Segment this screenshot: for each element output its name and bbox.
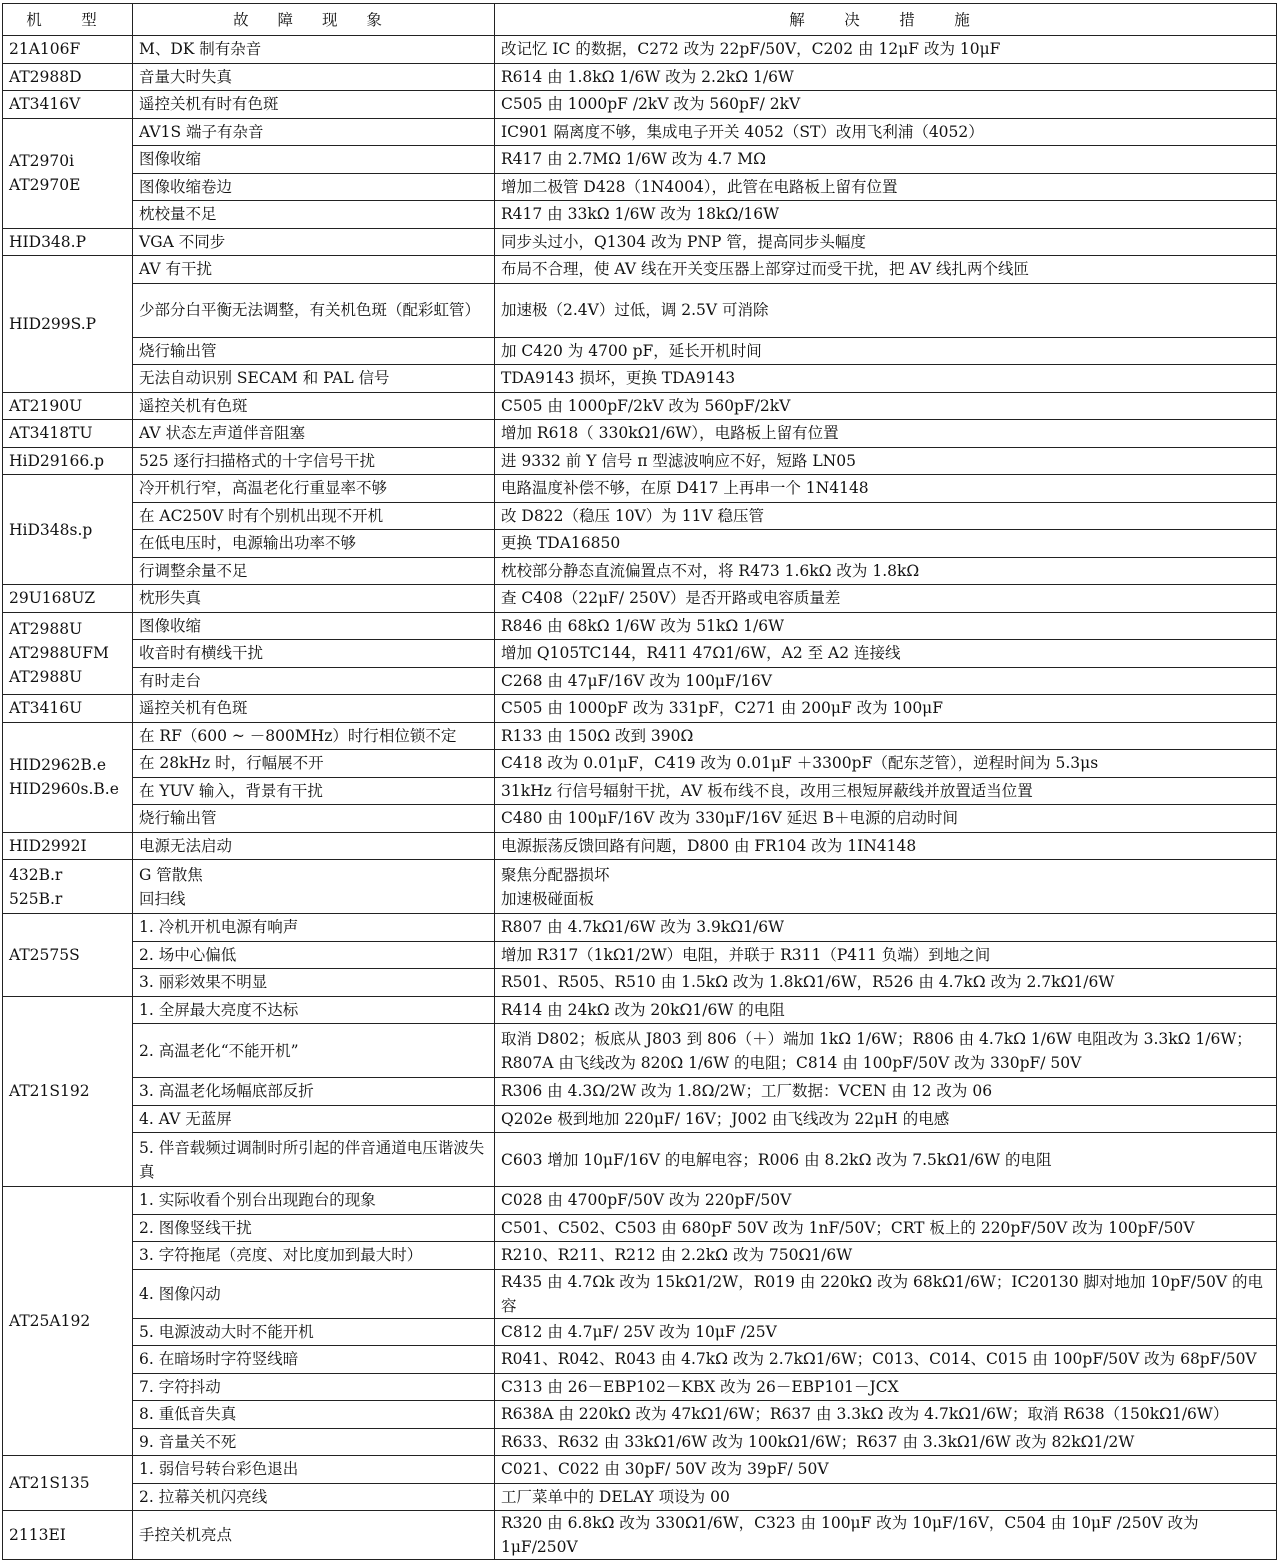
model-cell: AT25A192: [3, 1187, 133, 1456]
fix-cell: C021、C022 由 30pF/ 50V 改为 39pF/ 50V: [495, 1456, 1277, 1484]
fix-cell: R306 由 4.3Ω/2W 改为 1.8Ω/2W；工厂数据：VCEN 由 12 改为 06: [495, 1078, 1277, 1106]
fix-cell: TDA9143 损坏，更换 TDA9143: [495, 365, 1277, 393]
fix-cell: C268 由 47μF/16V 改为 100μF/16V: [495, 667, 1277, 695]
fault-cell: 图像收缩卷边: [133, 173, 495, 201]
table-row: [3, 475, 1277, 503]
fault-cell: 枕形失真: [133, 585, 495, 613]
table-row: [3, 695, 1277, 723]
table-row: [3, 996, 1277, 1024]
fault-cell: 1. 全屏最大亮度不达标: [133, 996, 495, 1024]
fault-cell: 2. 场中心偏低: [133, 941, 495, 969]
table-row: [3, 1456, 1277, 1484]
fault-cell: 遥控关机有时有色斑: [133, 91, 495, 119]
fix-cell: 枕校部分静态直流偏置点不对，将 R473 1.6kΩ 改为 1.8kΩ: [495, 557, 1277, 585]
fault-cell: 3. 高温老化场幅底部反折: [133, 1078, 495, 1106]
fix-cell: 电源振荡反馈回路有问题，D800 由 FR104 改为 1IN4148: [495, 832, 1277, 860]
model-cell: AT2988U AT2988UFM AT2988U: [3, 612, 133, 695]
table-row: [3, 1133, 1277, 1187]
fix-cell: C812 由 4.7μF/ 25V 改为 10μF /25V: [495, 1318, 1277, 1346]
fault-cell: AV 有干扰: [133, 256, 495, 284]
table-row: [3, 1269, 1277, 1318]
fault-cell: 枕校量不足: [133, 201, 495, 229]
table-row: [3, 1318, 1277, 1346]
fault-cell: 在 YUV 输入，背景有干扰: [133, 777, 495, 805]
table-row: [3, 1483, 1277, 1511]
table-row: [3, 667, 1277, 695]
fix-cell: 加速极（2.4V）过低，调 2.5V 可消除: [495, 283, 1277, 337]
header-fault: 故 障 现 象: [133, 4, 495, 36]
fault-cell: 有时走台: [133, 667, 495, 695]
fix-cell: R417 由 2.7MΩ 1/6W 改为 4.7 MΩ: [495, 146, 1277, 174]
header-model: 机 型: [3, 4, 133, 36]
fix-cell: R417 由 33kΩ 1/6W 改为 18kΩ/16W: [495, 201, 1277, 229]
table-row: [3, 1187, 1277, 1215]
table-row: [3, 914, 1277, 942]
fault-cell: 1. 实际收看个别台出现跑台的现象: [133, 1187, 495, 1215]
fault-cell: 行调整余量不足: [133, 557, 495, 585]
table-row: [3, 722, 1277, 750]
model-cell: HID2992I: [3, 832, 133, 860]
table-row: [3, 941, 1277, 969]
table-row: [3, 860, 1277, 914]
model-cell: HID299S.P: [3, 256, 133, 393]
fix-cell: IC901 隔离度不够，集成电子开关 4052（ST）改用飞利浦（4052）: [495, 118, 1277, 146]
fault-cell: 电源无法启动: [133, 832, 495, 860]
header-fix: 解 决 措 施: [495, 4, 1277, 36]
fix-cell: 布局不合理，使 AV 线在开关变压器上部穿过而受干扰，把 AV 线扎两个线匝: [495, 256, 1277, 284]
fault-cell: 在 28kHz 时，行幅展不开: [133, 750, 495, 778]
model-cell: 2113EI: [3, 1511, 133, 1560]
repair-table: [2, 3, 1277, 1560]
table-body: [3, 36, 1277, 1560]
table-row: [3, 1105, 1277, 1133]
fix-cell: 取消 D802；板底从 J803 到 806（＋）端加 1kΩ 1/6W；R806 由 4.7kΩ 1/6W 电阻改为 3.3kΩ 1/6W；R807A 由飞线改为 820Ω 1/6W 的电阻；C814 由 100pF/50V 改为 330pF/ 50V: [495, 1024, 1277, 1078]
fix-cell: 进 9332 前 Y 信号 π 型滤波响应不好，短路 LN05: [495, 447, 1277, 475]
table-row: [3, 502, 1277, 530]
table-header: [3, 4, 1277, 36]
table-row: [3, 1078, 1277, 1106]
table-row: [3, 1373, 1277, 1401]
fix-cell: C603 增加 10μF/16V 的电解电容；R006 由 8.2kΩ 改为 7.5kΩ1/6W 的电阻: [495, 1133, 1277, 1187]
table-row: [3, 63, 1277, 91]
fault-cell: 烧行输出管: [133, 805, 495, 833]
fault-cell: 5. 电源波动大时不能开机: [133, 1318, 495, 1346]
fault-cell: 图像收缩: [133, 146, 495, 174]
fault-cell: G 管散焦 回扫线: [133, 860, 495, 914]
table-row: [3, 1401, 1277, 1429]
fix-cell: R133 由 150Ω 改到 390Ω: [495, 722, 1277, 750]
fault-cell: M、DK 制有杂音: [133, 36, 495, 64]
fault-cell: AV1S 端子有杂音: [133, 118, 495, 146]
table-row: [3, 612, 1277, 640]
fix-cell: R807 由 4.7kΩ1/6W 改为 3.9kΩ1/6W: [495, 914, 1277, 942]
model-cell: HID348.P: [3, 228, 133, 256]
model-cell: AT2575S: [3, 914, 133, 997]
table-row: [3, 750, 1277, 778]
model-cell: HID2962B.e HID2960s.B.e: [3, 722, 133, 832]
model-cell: AT3416U: [3, 695, 133, 723]
table-row: [3, 118, 1277, 146]
fault-cell: 收音时有横线干扰: [133, 640, 495, 668]
fix-cell: 增加 Q105TC144，R411 47Ω1/6W，A2 至 A2 连接线: [495, 640, 1277, 668]
table-row: [3, 557, 1277, 585]
model-cell: 21A106F: [3, 36, 133, 64]
table-row: [3, 969, 1277, 997]
table-row: [3, 1214, 1277, 1242]
fault-cell: 无法自动识别 SECAM 和 PAL 信号: [133, 365, 495, 393]
fix-cell: 增加二极管 D428（1N4004），此管在电路板上留有位置: [495, 173, 1277, 201]
table-row: [3, 447, 1277, 475]
fault-cell: AV 状态左声道伴音阻塞: [133, 420, 495, 448]
table-row: [3, 337, 1277, 365]
fix-cell: R846 由 68kΩ 1/6W 改为 51kΩ 1/6W: [495, 612, 1277, 640]
table-row: [3, 283, 1277, 337]
fault-cell: 手控关机亮点: [133, 1511, 495, 1560]
fix-cell: R320 由 6.8kΩ 改为 330Ω1/6W，C323 由 100μF 改为 10μF/16V，C504 由 10μF /250V 改为 1μF/250V: [495, 1511, 1277, 1560]
fault-cell: 5. 伴音载频过调制时所引起的伴音通道电压谐波失真: [133, 1133, 495, 1187]
fault-cell: 2. 高温老化“不能开机”: [133, 1024, 495, 1078]
model-cell: AT2970i AT2970E: [3, 118, 133, 228]
fault-cell: 遥控关机有色斑: [133, 392, 495, 420]
table-row: [3, 805, 1277, 833]
model-cell: AT3416V: [3, 91, 133, 119]
fault-cell: 9. 音量关不死: [133, 1428, 495, 1456]
fault-cell: 2. 图像竖线干扰: [133, 1214, 495, 1242]
fix-cell: 电路温度补偿不够，在原 D417 上再串一个 1N4148: [495, 475, 1277, 503]
fix-cell: 增加 R317（1kΩ1/2W）电阻，并联于 R311（P411 负端）到地之间: [495, 941, 1277, 969]
fix-cell: R638A 由 220kΩ 改为 47kΩ1/6W；R637 由 3.3kΩ 改为 4.7kΩ1/6W；取消 R638（150kΩ1/6W）: [495, 1401, 1277, 1429]
table-row: [3, 530, 1277, 558]
fault-cell: 525 逐行扫描格式的十字信号干扰: [133, 447, 495, 475]
table-row: [3, 420, 1277, 448]
table-row: [3, 640, 1277, 668]
fix-cell: C505 由 1000pF 改为 331pF，C271 由 200μF 改为 100μF: [495, 695, 1277, 723]
fault-cell: 在低电压时，电源输出功率不够: [133, 530, 495, 558]
table-row: [3, 1346, 1277, 1374]
fix-cell: R614 由 1.8kΩ 1/6W 改为 2.2kΩ 1/6W: [495, 63, 1277, 91]
fix-cell: C505 由 1000pF /2kV 改为 560pF/ 2kV: [495, 91, 1277, 119]
fix-cell: R633、R632 由 33kΩ1/6W 改为 100kΩ1/6W；R637 由 3.3kΩ1/6W 改为 82kΩ1/2W: [495, 1428, 1277, 1456]
fix-cell: R435 由 4.7Ωk 改为 15kΩ1/2W，R019 由 220kΩ 改为 68kΩ1/6W；IC20130 脚对地加 10pF/50V 的电容: [495, 1269, 1277, 1318]
fix-cell: R501、R505、R510 由 1.5kΩ 改为 1.8kΩ1/6W，R526 由 4.7kΩ 改为 2.7kΩ1/6W: [495, 969, 1277, 997]
model-cell: AT21S135: [3, 1456, 133, 1511]
header-row: [3, 4, 1277, 36]
model-cell: 29U168UZ: [3, 585, 133, 613]
fault-cell: 在 AC250V 时有个别机出现不开机: [133, 502, 495, 530]
fix-cell: 查 C408（22μF/ 250V）是否开路或电容质量差: [495, 585, 1277, 613]
table-row: [3, 365, 1277, 393]
table-row: [3, 832, 1277, 860]
table-row: [3, 1511, 1277, 1560]
model-cell: HiD348s.p: [3, 475, 133, 585]
fault-cell: 在 RF（600 ~ －800MHz）时行相位锁不定: [133, 722, 495, 750]
fault-cell: 2. 拉幕关机闪亮线: [133, 1483, 495, 1511]
model-cell: 432B.r 525B.r: [3, 860, 133, 914]
fault-cell: 4. AV 无蓝屏: [133, 1105, 495, 1133]
fault-cell: 3. 字符拖尾（亮度、对比度加到最大时）: [133, 1242, 495, 1270]
fix-cell: C501、C502、C503 由 680pF 50V 改为 1nF/50V；CRT 板上的 220pF/50V 改为 100pF/50V: [495, 1214, 1277, 1242]
table-row: [3, 228, 1277, 256]
table-row: [3, 36, 1277, 64]
fault-cell: 6. 在暗场时字符竖线暗: [133, 1346, 495, 1374]
model-cell: AT2988D: [3, 63, 133, 91]
table-row: [3, 91, 1277, 119]
fault-cell: 冷开机行窄，高温老化行重显率不够: [133, 475, 495, 503]
table-row: [3, 201, 1277, 229]
fix-cell: 工厂菜单中的 DELAY 项设为 00: [495, 1483, 1277, 1511]
fix-cell: C505 由 1000pF/2kV 改为 560pF/2kV: [495, 392, 1277, 420]
fix-cell: C313 由 26－EBP102－KBX 改为 26－EBP101－JCX: [495, 1373, 1277, 1401]
model-cell: AT21S192: [3, 996, 133, 1187]
fault-cell: 少部分白平衡无法调整，有关机色斑（配彩虹管）: [133, 283, 495, 337]
fault-cell: 8. 重低音失真: [133, 1401, 495, 1429]
fix-cell: R414 由 24kΩ 改为 20kΩ1/6W 的电阻: [495, 996, 1277, 1024]
model-cell: AT2190U: [3, 392, 133, 420]
fix-cell: Q202e 极到地加 220μF/ 16V；J002 由飞线改为 22μH 的电感: [495, 1105, 1277, 1133]
fault-cell: 7. 字符抖动: [133, 1373, 495, 1401]
table-row: [3, 1242, 1277, 1270]
fault-cell: 1. 冷机开机电源有响声: [133, 914, 495, 942]
model-cell: AT3418TU: [3, 420, 133, 448]
table-row: [3, 585, 1277, 613]
fix-cell: 更换 TDA16850: [495, 530, 1277, 558]
table-row: [3, 256, 1277, 284]
table-row: [3, 173, 1277, 201]
fix-cell: 同步头过小，Q1304 改为 PNP 管，提高同步头幅度: [495, 228, 1277, 256]
fix-cell: 聚焦分配器损坏 加速极碰面板: [495, 860, 1277, 914]
fix-cell: C480 由 100μF/16V 改为 330μF/16V 延迟 B＋电源的启动时间: [495, 805, 1277, 833]
model-cell: HiD29166.p: [3, 447, 133, 475]
fix-cell: R210、R211、R212 由 2.2kΩ 改为 750Ω1/6W: [495, 1242, 1277, 1270]
fix-cell: 加 C420 为 4700 pF，延长开机时间: [495, 337, 1277, 365]
fault-cell: 音量大时失真: [133, 63, 495, 91]
table-row: [3, 392, 1277, 420]
fault-cell: VGA 不同步: [133, 228, 495, 256]
fault-cell: 4. 图像闪动: [133, 1269, 495, 1318]
fix-cell: 改记忆 IC 的数据，C272 改为 22pF/50V，C202 由 12μF 改为 10μF: [495, 36, 1277, 64]
fault-cell: 3. 丽彩效果不明显: [133, 969, 495, 997]
fault-cell: 遥控关机有色斑: [133, 695, 495, 723]
fix-cell: C028 由 4700pF/50V 改为 220pF/50V: [495, 1187, 1277, 1215]
fix-cell: C418 改为 0.01μF，C419 改为 0.01μF ＋3300pF（配东芝管），逆程时间为 5.3μs: [495, 750, 1277, 778]
fault-cell: 烧行输出管: [133, 337, 495, 365]
table-row: [3, 146, 1277, 174]
fix-cell: 改 D822（稳压 10V）为 11V 稳压管: [495, 502, 1277, 530]
fault-cell: 图像收缩: [133, 612, 495, 640]
table-row: [3, 777, 1277, 805]
fault-cell: 1. 弱信号转台彩色退出: [133, 1456, 495, 1484]
fix-cell: 31kHz 行信号辐射干扰，AV 板布线不良，改用三根短屏蔽线并放置适当位置: [495, 777, 1277, 805]
table-row: [3, 1428, 1277, 1456]
table-row: [3, 1024, 1277, 1078]
fix-cell: R041、R042、R043 由 4.7kΩ 改为 2.7kΩ1/6W；C013、C014、C015 由 100pF/50V 改为 68pF/50V: [495, 1346, 1277, 1374]
fix-cell: 增加 R618（ 330kΩ1/6W），电路板上留有位置: [495, 420, 1277, 448]
